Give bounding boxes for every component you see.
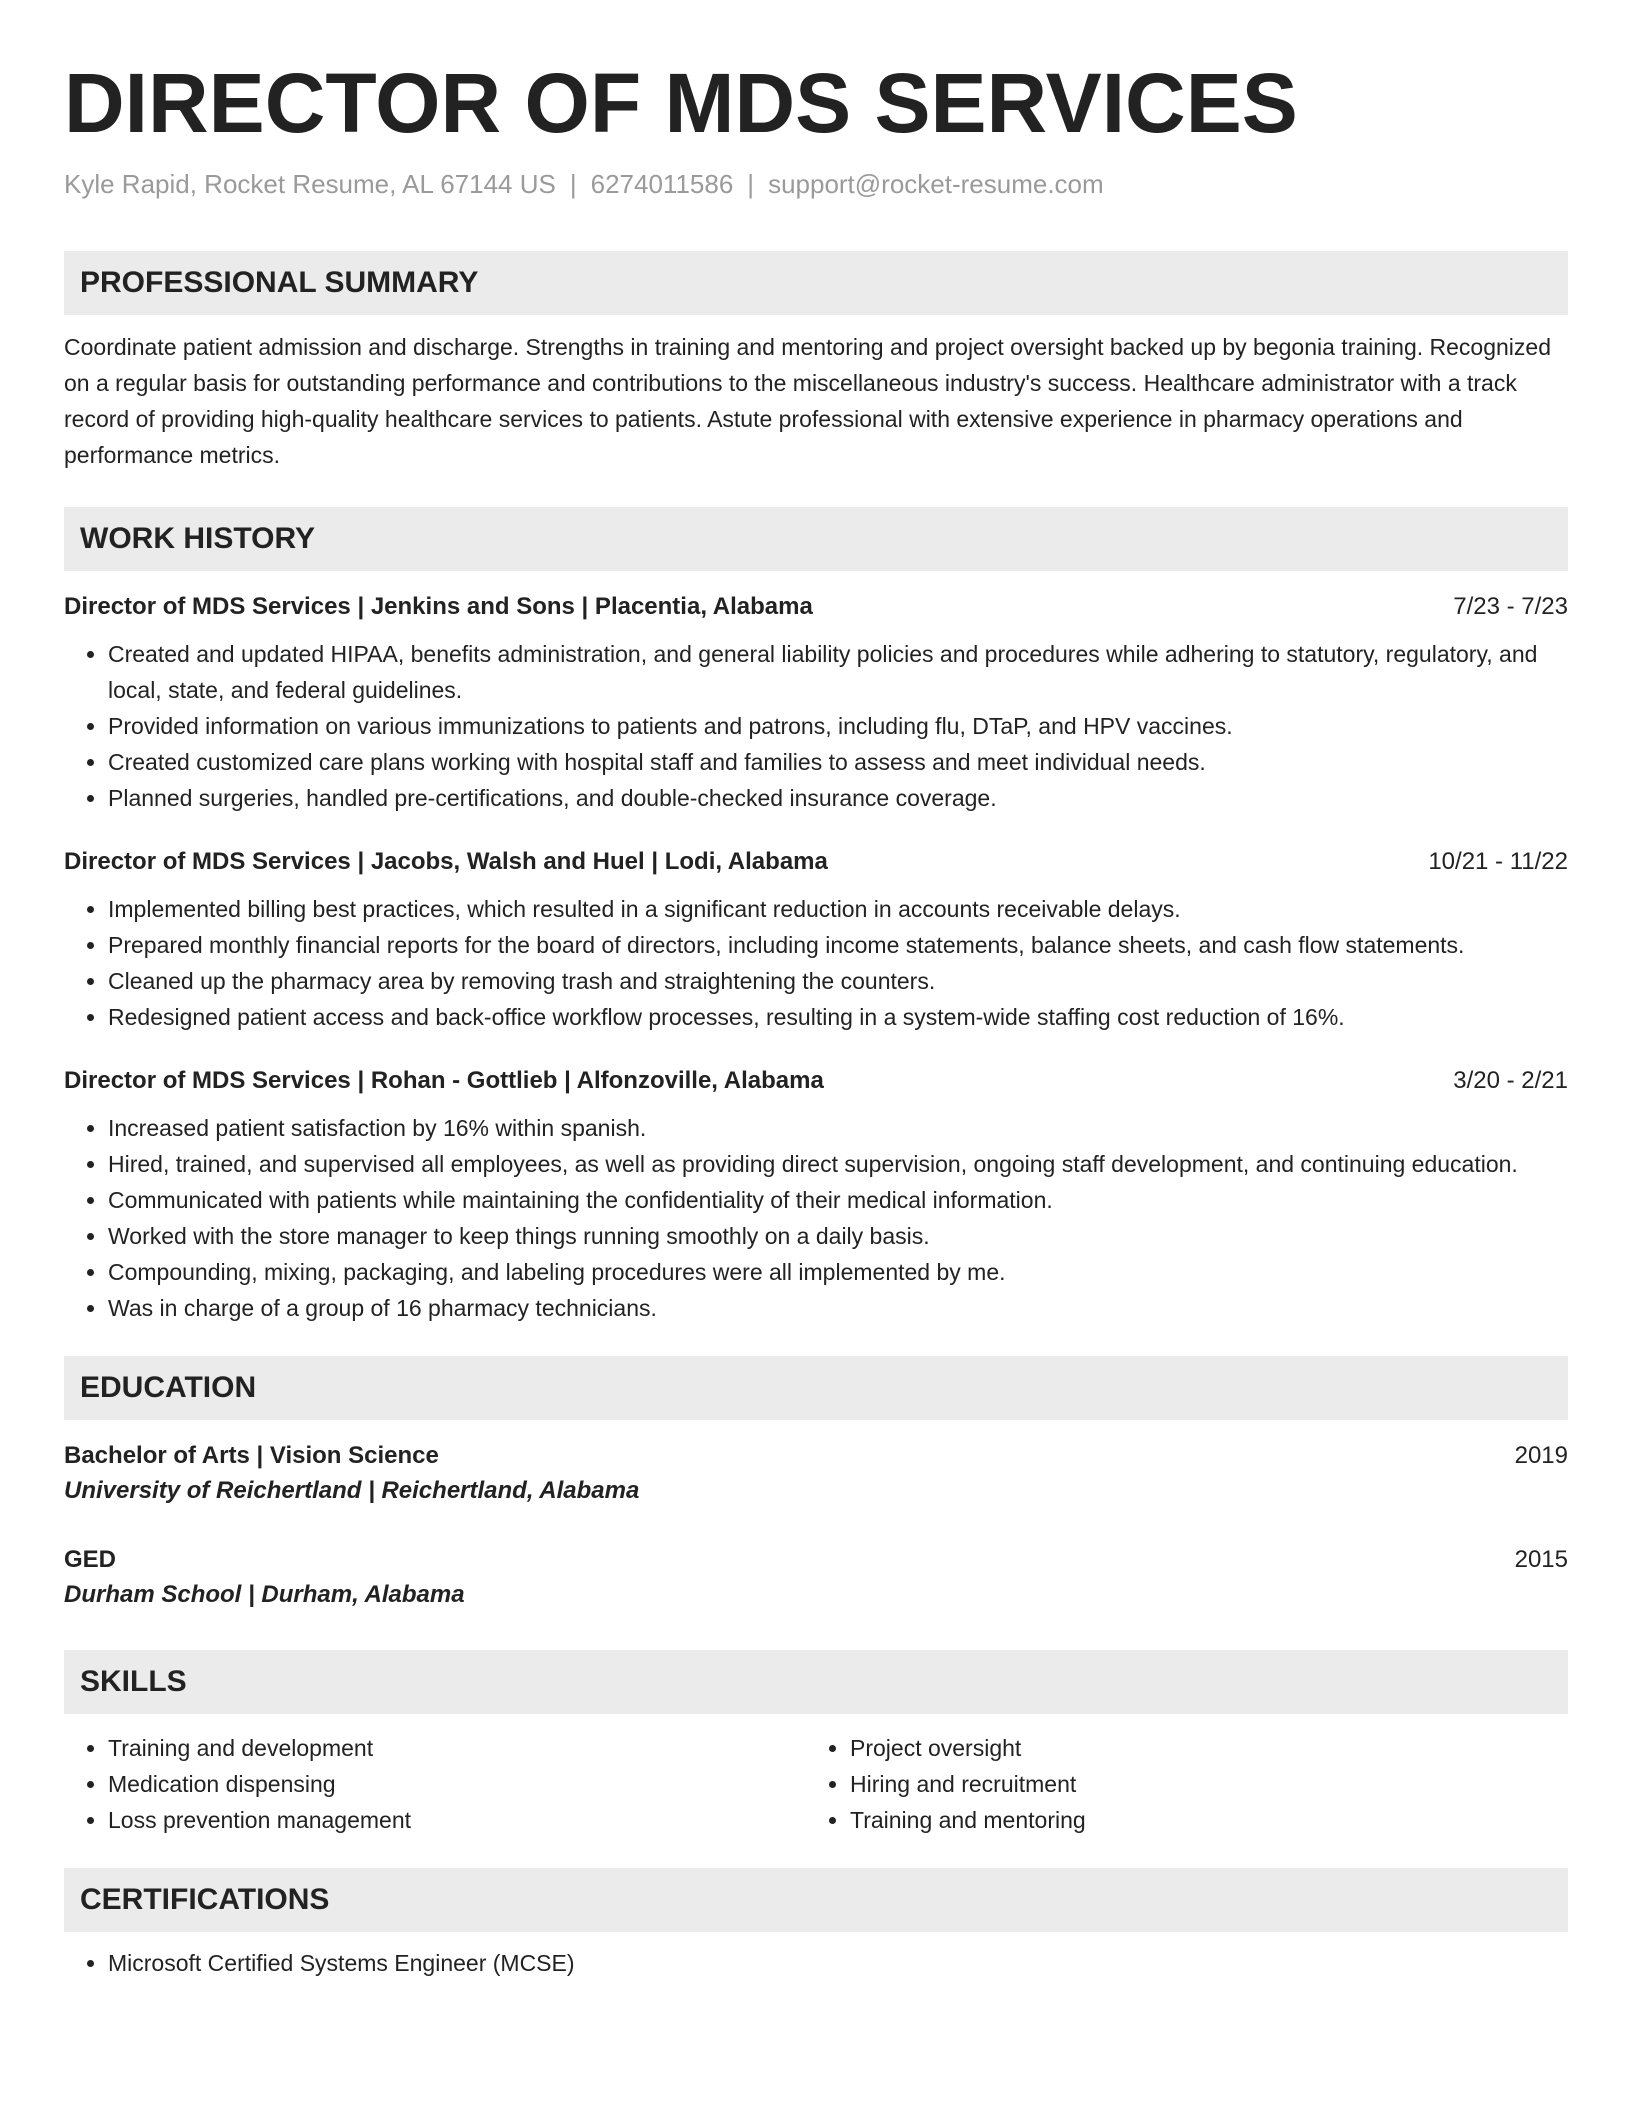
education-entry xyxy=(64,1544,1568,1614)
job-bullet: • Redesigned patient access and back-office workflow processes, resulting in a system-wide staffing cost reduction of 16%. xyxy=(108,999,1568,1035)
resume-title: DIRECTOR OF MDS SERVICES xyxy=(64,56,1298,150)
skill-item: • Training and mentoring xyxy=(850,1802,1548,1838)
certifications-list xyxy=(64,1945,1568,1981)
certification-item: • Microsoft Certified Systems Engineer (MCSE) xyxy=(108,1945,1568,1981)
section-heading-education: EDUCATION xyxy=(64,1356,1568,1420)
contact-email: support@rocket-resume.com xyxy=(768,169,1104,199)
job-bullet: • Increased patient satisfaction by 16% within spanish. xyxy=(108,1110,1568,1146)
summary-text: Coordinate patient admission and discharge. Strengths in training and mentoring and project oversight backed up by begonia training. Recognized on a regular basis for outstanding performance and contributions to the miscellaneous industry's success. Healthcare administrator with a track record of providing high-quality healthcare services to patients. Astute professional with extensive experience in pharmacy operations and performance metrics. xyxy=(64,334,1551,468)
skill-item: • Project oversight xyxy=(850,1730,1548,1766)
education-degree: GED xyxy=(64,1546,117,1573)
contact-separator: | xyxy=(747,169,755,199)
job-bullet: • Cleaned up the pharmacy area by removing trash and straightening the counters. xyxy=(108,963,1568,999)
skills-list-left xyxy=(64,1730,806,1838)
job-bullet: • Communicated with patients while maintaining the confidentiality of their medical information. xyxy=(108,1182,1568,1218)
job-entry xyxy=(64,591,1568,816)
skill-item: • Loss prevention management xyxy=(108,1802,806,1838)
skill-item: • Hiring and recruitment xyxy=(850,1766,1548,1802)
job-bullets xyxy=(64,636,1568,816)
contact-line xyxy=(64,168,1568,200)
job-title: Director of MDS Services | Jenkins and Sons | Placentia, Alabama xyxy=(64,593,813,620)
job-bullets xyxy=(64,1110,1568,1326)
section-heading-certifications: CERTIFICATIONS xyxy=(64,1868,1568,1932)
education-year: 2015 xyxy=(1514,1546,1568,1573)
job-dates: 3/20 - 2/21 xyxy=(1453,1067,1568,1094)
skills-list-right xyxy=(806,1730,1548,1838)
job-entry xyxy=(64,1065,1568,1326)
job-entry xyxy=(64,846,1568,1035)
job-title: Director of MDS Services | Rohan - Gottlieb | Alfonzoville, Alabama xyxy=(64,1067,824,1094)
education-school: University of Reichertland | Reichertland, Alabama xyxy=(64,1477,640,1504)
job-bullet: • Created customized care plans working with hospital staff and families to assess and meet individual needs. xyxy=(108,744,1568,780)
job-bullet: • Planned surgeries, handled pre-certifications, and double-checked insurance coverage. xyxy=(108,780,1568,816)
job-title: Director of MDS Services | Jacobs, Walsh and Huel | Lodi, Alabama xyxy=(64,848,828,875)
job-bullet: • Hired, trained, and supervised all employees, as well as providing direct supervision, ongoing staff development, and continuing education. xyxy=(108,1146,1568,1182)
section-heading-skills: SKILLS xyxy=(64,1650,1568,1714)
job-bullet: • Compounding, mixing, packaging, and labeling procedures were all implemented by me. xyxy=(108,1254,1568,1290)
education-entry xyxy=(64,1440,1568,1510)
job-bullet: • Created and updated HIPAA, benefits administration, and general liability policies and procedures while adhering to statutory, regulatory, and local, state, and federal guidelines. xyxy=(108,636,1568,708)
job-bullet: • Was in charge of a group of 16 pharmacy technicians. xyxy=(108,1290,1568,1326)
education-degree: Bachelor of Arts | Vision Science xyxy=(64,1442,439,1469)
job-bullet: • Provided information on various immunizations to patients and patrons, including flu, DTaP, and HPV vaccines. xyxy=(108,708,1568,744)
education-year: 2019 xyxy=(1514,1442,1568,1469)
job-bullet: • Worked with the store manager to keep things running smoothly on a daily basis. xyxy=(108,1218,1568,1254)
contact-phone: 6274011586 xyxy=(590,169,734,199)
contact-separator: | xyxy=(569,169,577,199)
education-school: Durham School | Durham, Alabama xyxy=(64,1581,465,1608)
section-heading-work-history: WORK HISTORY xyxy=(64,507,1568,571)
skills-columns xyxy=(64,1730,1568,1838)
skill-item: • Medication dispensing xyxy=(108,1766,806,1802)
contact-address: Kyle Rapid, Rocket Resume, AL 67144 US xyxy=(64,169,556,199)
skill-item: • Training and development xyxy=(108,1730,806,1766)
job-dates: 10/21 - 11/22 xyxy=(1428,848,1568,875)
job-bullet: • Implemented billing best practices, which resulted in a significant reduction in accounts receivable delays. xyxy=(108,891,1568,927)
job-bullet: • Prepared monthly financial reports for the board of directors, including income statements, balance sheets, and cash flow statements. xyxy=(108,927,1568,963)
job-dates: 7/23 - 7/23 xyxy=(1453,593,1568,620)
section-heading-summary: PROFESSIONAL SUMMARY xyxy=(64,251,1568,315)
job-bullets xyxy=(64,891,1568,1035)
